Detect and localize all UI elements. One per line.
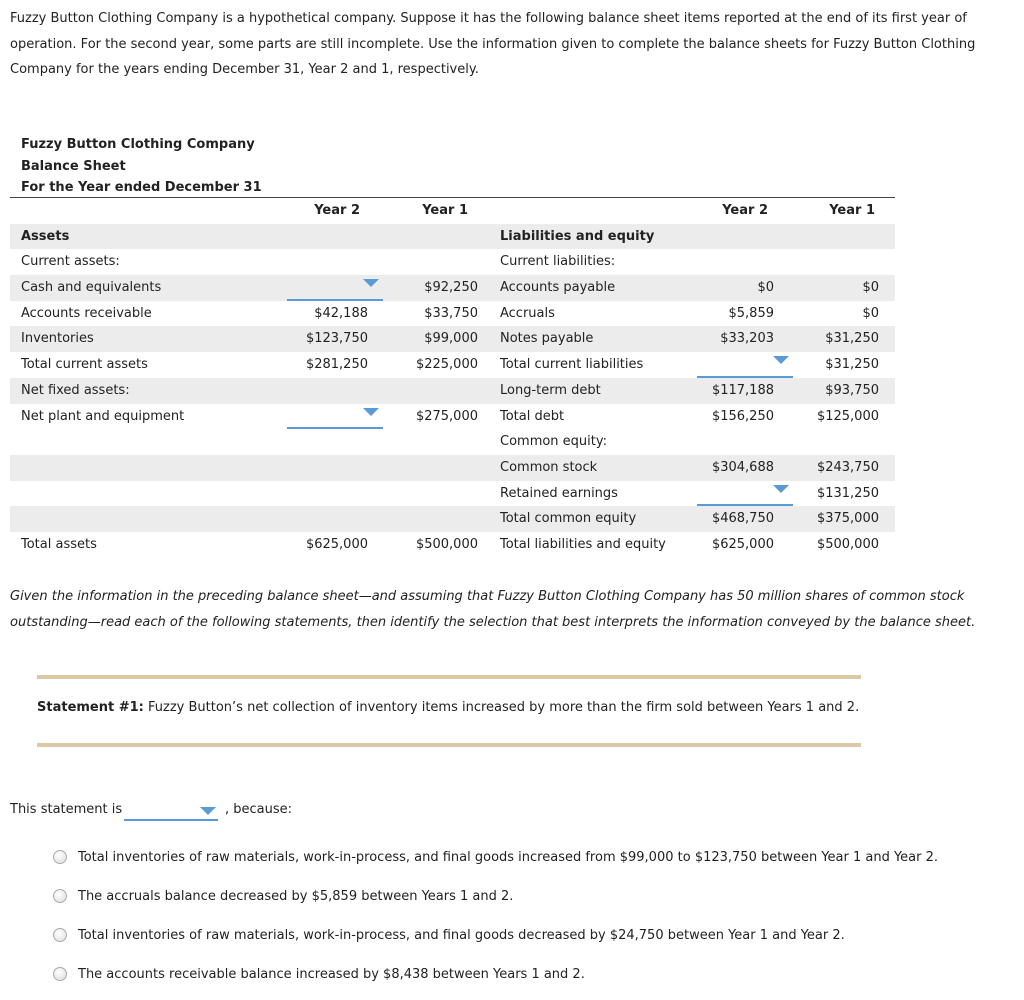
cell-value: $5,859 (728, 305, 774, 321)
row-liability-label: Common equity: (500, 434, 608, 450)
sheet-heading (21, 134, 262, 199)
cell-value: $0 (862, 280, 879, 296)
cell-value: $92,250 (424, 280, 478, 296)
table-row (10, 326, 895, 352)
true-false-dropdown[interactable] (124, 801, 218, 821)
row-label: Total current assets (21, 357, 148, 373)
table-row (10, 455, 895, 481)
row-liability-label: Accounts payable (500, 280, 616, 296)
liabilities-year1-header: Year 1 (829, 203, 875, 218)
answer-prefix: This statement is (10, 802, 123, 817)
divider (37, 675, 861, 679)
cash-year2-dropdown[interactable] (287, 275, 383, 301)
chevron-down-icon (773, 485, 789, 493)
cell-value: $123,750 (305, 331, 368, 347)
row-liability-label: Total common equity (500, 511, 637, 527)
row-label: Net plant and equipment (21, 408, 185, 424)
retained-earnings-year2-dropdown[interactable] (697, 481, 793, 507)
cell-value: $0 (757, 280, 774, 296)
intro-paragraph: Fuzzy Button Clothing Company is a hypothetical company. Suppose it has the following balance sheet items reported at the end of its first year of operation. For the second year, some parts are still incomplete. Use the information given to complete the balance sheets for Fuzzy Button Clothing Company for the years ending December 31, Year 2 and 1, respectively. (10, 11, 976, 77)
statement-body: Fuzzy Button’s net collection of inventory items increased by more than the firm sold between Years 1 and 2. (143, 700, 860, 715)
cell-value: $125,000 (816, 408, 879, 424)
cell-value: $304,688 (711, 459, 774, 475)
table-row (10, 506, 895, 532)
radio-button[interactable] (53, 967, 67, 981)
total-current-liabilities-year2-dropdown[interactable] (697, 352, 793, 378)
company-name: Fuzzy Button Clothing Company (21, 137, 255, 152)
cell-value: $468,750 (711, 511, 774, 527)
row-liability-label: Liabilities and equity (500, 228, 655, 244)
assets-year2-header: Year 2 (314, 203, 360, 218)
option-label: The accruals balance decreased by $5,859 between Years 1 and 2. (78, 888, 514, 904)
row-liability-label: Total current liabilities (500, 357, 644, 373)
row-liability-label: Long-term debt (500, 382, 601, 398)
row-label: Inventories (21, 331, 94, 347)
table-row (10, 532, 895, 558)
table-row (10, 301, 895, 327)
option-2[interactable] (53, 887, 513, 905)
answer-suffix: , because: (225, 802, 293, 817)
row-label: Accounts receivable (21, 305, 152, 321)
row-label: Cash and equivalents (21, 280, 162, 296)
table-row (10, 378, 895, 404)
row-label: Total assets (21, 536, 97, 552)
chevron-down-icon (773, 356, 789, 364)
row-liability-label: Current liabilities: (500, 254, 616, 270)
chevron-down-icon (363, 279, 379, 287)
row-label: Assets (21, 228, 70, 244)
cell-value: $31,250 (825, 331, 879, 347)
net-plant-year2-dropdown[interactable] (287, 404, 383, 430)
divider (37, 743, 861, 747)
cell-value: $0 (862, 305, 879, 321)
table-row (10, 404, 895, 430)
radio-button[interactable] (53, 928, 67, 942)
table-row (10, 481, 895, 507)
cell-value: $375,000 (816, 511, 879, 527)
row-liability-label: Total liabilities and equity (500, 536, 666, 552)
cell-value: $42,188 (314, 305, 368, 321)
table-row (10, 429, 895, 455)
cell-value: $225,000 (415, 357, 478, 373)
cell-value: $31,250 (825, 357, 879, 373)
cell-value: $500,000 (816, 536, 879, 552)
sheet-period: For the Year ended December 31 (21, 180, 262, 195)
cell-value: $275,000 (415, 408, 478, 424)
statement-label: Statement #1: (37, 700, 144, 715)
cell-value: $243,750 (816, 459, 879, 475)
option-label: Total inventories of raw materials, work-in-process, and final goods increased from $99,000 to $123,750 between Year 1 and Year 2. (78, 849, 939, 865)
option-3[interactable] (53, 926, 845, 944)
cell-value: $33,750 (424, 305, 478, 321)
cell-value: $117,188 (711, 382, 774, 398)
row-liability-label: Common stock (500, 459, 598, 475)
table-header-row (10, 198, 895, 224)
cell-value: $625,000 (711, 536, 774, 552)
cell-value: $625,000 (305, 536, 368, 552)
cell-value: $33,203 (720, 331, 774, 347)
option-label: Total inventories of raw materials, work-in-process, and final goods decreased by $24,750 between Year 1 and Year 2. (78, 927, 845, 943)
option-4[interactable] (53, 965, 585, 983)
chevron-down-icon (200, 807, 216, 815)
radio-button[interactable] (53, 850, 67, 864)
cell-value: $131,250 (816, 485, 879, 501)
cell-value: $99,000 (424, 331, 478, 347)
cell-value: $500,000 (415, 536, 478, 552)
row-liability-label: Total debt (500, 408, 565, 424)
statement-text (37, 700, 859, 715)
table-row (10, 224, 895, 250)
balance-sheet-table (10, 197, 895, 558)
liabilities-year2-header: Year 2 (722, 203, 768, 218)
row-liability-label: Notes payable (500, 331, 594, 347)
row-label: Net fixed assets: (21, 382, 130, 398)
row-liability-label: Accruals (500, 305, 555, 321)
chevron-down-icon (363, 408, 379, 416)
radio-button[interactable] (53, 889, 67, 903)
table-row (10, 249, 895, 275)
table-row (10, 352, 895, 378)
table-row (10, 275, 895, 301)
option-1[interactable] (53, 848, 938, 866)
cell-value: $93,750 (825, 382, 879, 398)
sheet-title: Balance Sheet (21, 158, 126, 174)
given-paragraph: Given the information in the preceding balance sheet—and assuming that Fuzzy Button Clothing Company has 50 million shares of common stock outstanding—read each of the following statements, then identify the selection that best interprets the information conveyed by the balance sheet. (10, 589, 976, 630)
row-label: Current assets: (21, 254, 120, 270)
row-liability-label: Retained earnings (500, 485, 618, 501)
cell-value: $281,250 (305, 357, 368, 373)
option-label: The accounts receivable balance increased by $8,438 between Years 1 and 2. (78, 966, 585, 982)
cell-value: $156,250 (711, 408, 774, 424)
assets-year1-header: Year 1 (422, 203, 468, 218)
